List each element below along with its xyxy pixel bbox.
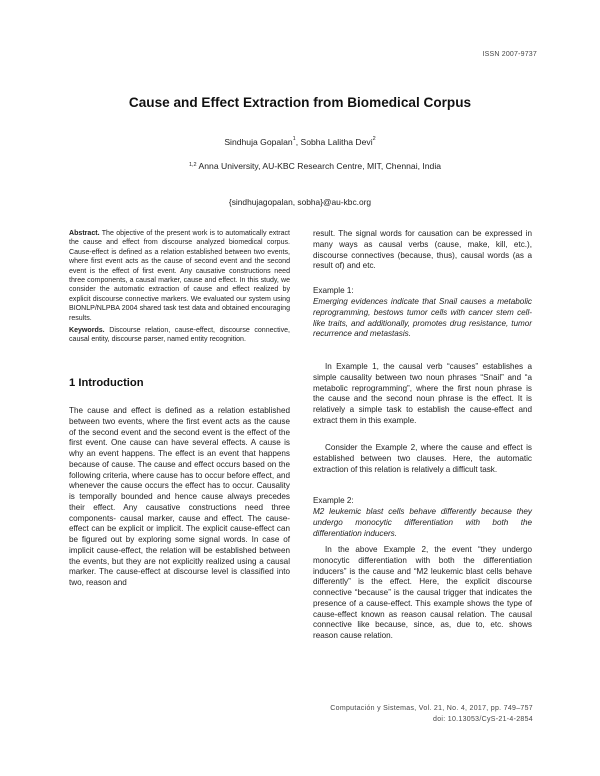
journal-citation: Computación y Sistemas, Vol. 21, No. 4, 2017, pp. 749–757 xyxy=(330,705,533,712)
intro-paragraph-continued: result. The signal words for causation can be expressed in many ways as causal verbs (cause, make, kill, etc.), discourse connectives (because, thus), causal words (as a result of) and etc. xyxy=(313,229,532,271)
intro-paragraph-2: In Example 1, the causal verb “causes” establishes a simple causality between two noun phrases “Snail” and “a metabolic reprogramming”, where the first noun phrase is the cause and the second noun phrase is the effect. It is relatively a simple task to establish the cause-effect and extract them in this example. xyxy=(313,362,532,425)
intro-paragraph-3: Consider the Example 2, where the cause and effect is established between two clauses. Here, the automatic extraction of this relation is relatively a difficult task. xyxy=(313,443,532,474)
keywords-text: Discourse relation, cause-effect, discourse connective, causal entity, discourse parser, named entity recognition. xyxy=(69,327,290,344)
page-footer xyxy=(330,703,533,725)
abstract xyxy=(69,229,290,323)
author-2: Sobha Lalitha Devi xyxy=(300,137,373,147)
author-email: {sindhujagopalan, sobha}@au-kbc.org xyxy=(228,197,372,207)
example-1-label: Example 1: xyxy=(313,286,354,295)
author-1: Sindhuja Gopalan xyxy=(224,137,293,147)
doi: doi: 10.13053/CyS-21-4-2854 xyxy=(433,716,533,723)
abstract-label: Abstract. xyxy=(69,230,100,237)
author-separator: , xyxy=(295,137,301,147)
affiliation xyxy=(170,160,460,172)
intro-paragraph-1: The cause and effect is defined as a relation established between two events, where the first event acts as the cause of the second event and the second event is the effect of the first event. One cause can have several effects. A cause is why an event happens. The effect is an event that happens because of cause. The cause and effect occurs based on the following criteria, where cause has to occur before effect, and whenever the cause occurs the effect has to occur. Causality is temporally bounded and hence cause always precedes their effect. Any causative constructions need three components- causal marker, cause and effect. The cause-effect can be explicit or implicit. The explicit cause-effect can be figured out by exploring some signal words. In case of implicit cause-effect, the relation will be established between the events, but they are not explicitly realized using a causal marker. The cause-effect at discourse level is classified into two, reason and xyxy=(69,406,290,587)
affiliation-text: Anna University, AU-KBC Research Centre, MIT, Chennai, India xyxy=(196,161,442,171)
issn-label: ISSN 2007-9737 xyxy=(482,51,537,58)
section-heading-introduction: 1 Introduction xyxy=(69,377,144,389)
author-2-affil-marker: 2 xyxy=(372,136,376,142)
author-1-affil-marker: 1 xyxy=(292,136,296,142)
paper-title: Cause and Effect Extraction from Biomedical Corpus xyxy=(128,95,472,110)
abstract-text: The objective of the present work is to automatically extract the cause and effect from discourse analyzed biomedical corpus. Cause-effect is defined as a relation established between two events, where first event acts as the cause of second event and the second event is the effect of first event. Any causative constructions need three components, a causal marker, cause and effect. In this study, we consider the automatic extraction of cause and effect realized by explicit discourse connective markers. We evaluated our system using BIONLP/NLPBA 2004 shared task test data and obtained encouraging results. xyxy=(69,230,290,322)
affiliation-marker: 1,2 xyxy=(188,162,197,168)
example-1-text: Emerging evidences indicate that Snail causes a metabolic reprogramming, bestows tumor cells with cancer stem cell-like traits, and additionally, promotes drug resistance, tumor recurrence and metastasis. xyxy=(313,297,532,339)
example-2-text: M2 leukemic blast cells behave differently because they undergo monocytic differentiation with both the differentiation inducers. xyxy=(313,507,532,538)
author-line xyxy=(0,137,600,147)
intro-paragraph-4: In the above Example 2, the event “they undergo monocytic differentiation with both the differentiation inducers” is the cause and “M2 leukemic blast cells behave differently” is the effect. Here, the explicit discourse connective “because” is the causal trigger that indicates the presence of a cause-effect. This example shows the type of cause-effect known as reason causal relation. The causal connective like because, since, as, due to, etc. shows reason cause relation. xyxy=(313,545,532,640)
keywords-label: Keywords. xyxy=(69,327,105,334)
keywords xyxy=(69,326,290,345)
example-2-label: Example 2: xyxy=(313,496,354,505)
